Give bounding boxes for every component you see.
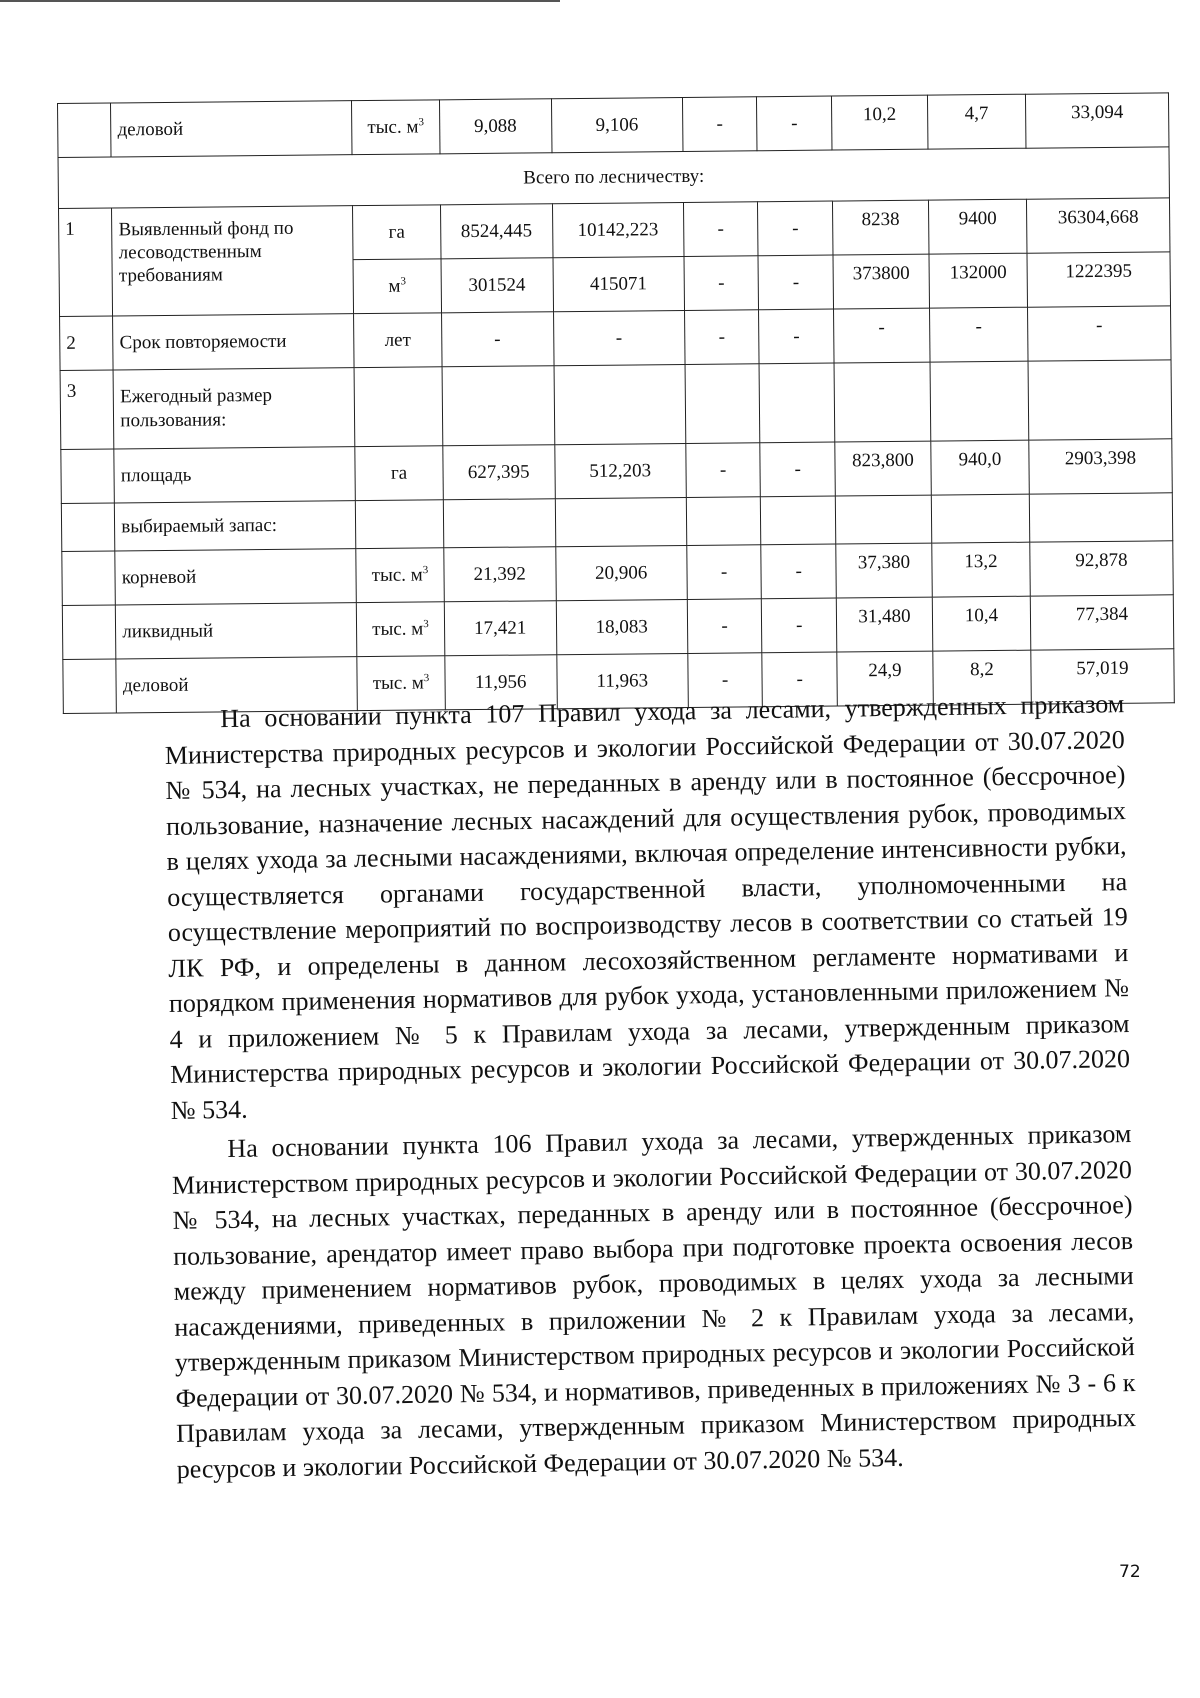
value-cell: 301524 [441, 258, 553, 313]
row-number: 1 [59, 208, 113, 317]
value-cell: 18,083 [556, 599, 688, 654]
value-cell: - [759, 309, 834, 364]
value-cell: - [1028, 306, 1171, 361]
value-cell [685, 364, 760, 444]
value-cell: 20,906 [555, 545, 687, 600]
value-cell: 512,203 [554, 443, 686, 498]
row-label: Выявленный фонд по лесоводственным требованиям [112, 206, 354, 316]
row-number [62, 551, 116, 606]
value-cell: 10,4 [932, 596, 1031, 651]
value-cell: - [684, 256, 759, 311]
value-cell: - [757, 96, 832, 151]
value-cell: 36304,668 [1026, 198, 1169, 253]
value-cell: - [688, 653, 763, 708]
value-cell: 10,2 [831, 95, 927, 150]
row-label: корневой [115, 549, 356, 605]
value-cell: - [682, 97, 757, 152]
value-cell: 9,106 [551, 97, 683, 152]
value-cell: 1222395 [1027, 252, 1170, 307]
value-cell [555, 497, 687, 546]
value-cell [761, 496, 836, 545]
row-number [61, 449, 115, 504]
row-label: ликвидный [116, 603, 357, 659]
value-cell [759, 363, 834, 443]
unit-cell [356, 500, 444, 549]
paragraph-107: На основании пункта 107 Правил ухода за лесами, утвержденных приказом Министерства природных ресурсов и экологии Российской Федерации от 30.07.2020 № 534, на лесных участках, не переданных в аренду или в постоянное (бессрочное) пользование, назначение лесных насаждений для осуществления рубок, проводимых в целях ухода за лесными насаждениями, включая определение интенсивности рубки, осуществляется органами государственной власти, уполномоченными на осуществление мероприятий по воспроизводству лесов в соответствии со статьей 19 ЛК РФ, и определены в данном лесохозяйственном регламенте нормативами и порядком применения нормативов для рубок ухода, установленными приложением № 4 и приложением № 5 к Правилам ухода за лесами, утвержденным приказом Министерства природных ресурсов и экологии Российской Федерации от 30.07.2020 № 534. [164, 689, 1131, 1125]
row-label: площадь [114, 447, 355, 503]
unit-cell: лет [354, 313, 442, 368]
unit-cell: тыс. $м^3$ [352, 100, 440, 155]
value-cell: 8524,445 [440, 204, 552, 259]
forest-use-table [57, 92, 1175, 714]
value-cell: - [761, 544, 836, 599]
value-cell: 415071 [553, 256, 685, 311]
value-cell: 132000 [929, 253, 1028, 308]
row-number [58, 103, 112, 158]
value-cell [1028, 360, 1172, 440]
value-cell: 13,2 [932, 542, 1031, 597]
value-cell [834, 362, 931, 442]
value-cell: 4,7 [927, 94, 1026, 149]
value-cell: 24,9 [837, 651, 933, 706]
value-cell: 823,800 [835, 441, 931, 496]
unit-cell: $м^3$ [353, 259, 441, 314]
value-cell: - [683, 202, 758, 257]
body-text [164, 686, 1137, 1491]
row-number [62, 605, 116, 660]
value-cell [443, 499, 555, 548]
value-cell [442, 366, 555, 446]
value-cell: 57,019 [1031, 649, 1174, 704]
unit-cell [354, 367, 442, 447]
value-cell: - [686, 443, 761, 498]
unit-cell: га [353, 205, 441, 260]
unit-cell: га [355, 446, 443, 501]
value-cell: 8,2 [933, 650, 1032, 705]
value-cell: - [834, 308, 930, 363]
value-cell: 10142,223 [552, 202, 684, 257]
value-cell: - [684, 310, 759, 365]
value-cell: 627,395 [442, 445, 554, 500]
scan-edge-line [0, 0, 560, 2]
row-number: 3 [60, 370, 114, 450]
value-cell: 9,088 [439, 99, 551, 154]
value-cell [930, 361, 1029, 441]
row-label: Ежегодный размер пользования: [113, 368, 355, 449]
value-cell: 2903,398 [1029, 439, 1172, 494]
value-cell: 21,392 [443, 547, 555, 602]
forest-use-table-wrapper [57, 92, 1175, 714]
value-cell: 92,878 [1030, 541, 1173, 596]
value-cell: 17,421 [444, 601, 556, 656]
value-cell [686, 497, 761, 546]
value-cell: - [758, 255, 833, 310]
value-cell: - [687, 545, 762, 600]
value-cell: - [760, 442, 835, 497]
value-cell [1029, 493, 1172, 542]
value-cell: 940,0 [931, 440, 1030, 495]
table-row [60, 360, 1172, 450]
unit-cell: тыс. $м^3$ [357, 602, 445, 657]
row-number: 2 [60, 316, 114, 371]
paragraph-106: На основании пункта 106 Правил ухода за лесами, утвержденных приказом Министерством природных ресурсов и экологии Российской Федерации от 30.07.2020 № 534, на лесных участках, переданных в аренду или в постоянное (бессрочное) пользование, арендатор имеет право выбора при подготовке проекта освоения лесов между применением нормативов рубок, проводимых в целях ухода за лесными насаждениями, приведенных в приложении № 2 к Правилам ухода за лесами, утвержденным приказом Министерством природных ресурсов и экологии Российской Федерации от 30.07.2020 № 534, и нормативов, приведенных в приложениях № 3 - 6 к Правилам ухода за лесами, утвержденным приказом Министерством природных ресурсов и экологии Российской Федерации от 30.07.2020 № 534. [171, 1119, 1137, 1484]
value-cell: 33,094 [1025, 93, 1168, 148]
value-cell: - [758, 201, 833, 256]
row-number [61, 503, 115, 552]
value-cell [835, 495, 931, 544]
value-cell: 37,380 [836, 543, 932, 598]
value-cell: - [687, 599, 762, 654]
value-cell [931, 494, 1030, 543]
value-cell: - [441, 312, 553, 367]
row-label: Срок повторяемости [113, 314, 354, 370]
value-cell: 31,480 [836, 597, 932, 652]
value-cell: 11,956 [444, 655, 556, 710]
value-cell: 11,963 [556, 653, 688, 708]
value-cell: - [762, 652, 837, 707]
row-label: деловой [116, 657, 357, 713]
value-cell: 373800 [833, 254, 929, 309]
unit-cell: тыс. $м^3$ [357, 656, 445, 711]
value-cell: 77,384 [1030, 595, 1173, 650]
value-cell: 8238 [832, 200, 928, 255]
value-cell [554, 364, 686, 444]
unit-cell: тыс. $м^3$ [356, 548, 444, 603]
value-cell: - [762, 598, 837, 653]
row-number [63, 659, 117, 714]
page-number: 72 [1119, 1562, 1141, 1582]
value-cell: - [553, 310, 685, 365]
forestry-total-heading: Всего по лесничеству: [58, 147, 1169, 209]
row-label: выбираемый запас: [115, 501, 356, 551]
row-label: деловой [111, 101, 352, 157]
value-cell: 9400 [928, 199, 1027, 254]
value-cell: - [929, 307, 1028, 362]
